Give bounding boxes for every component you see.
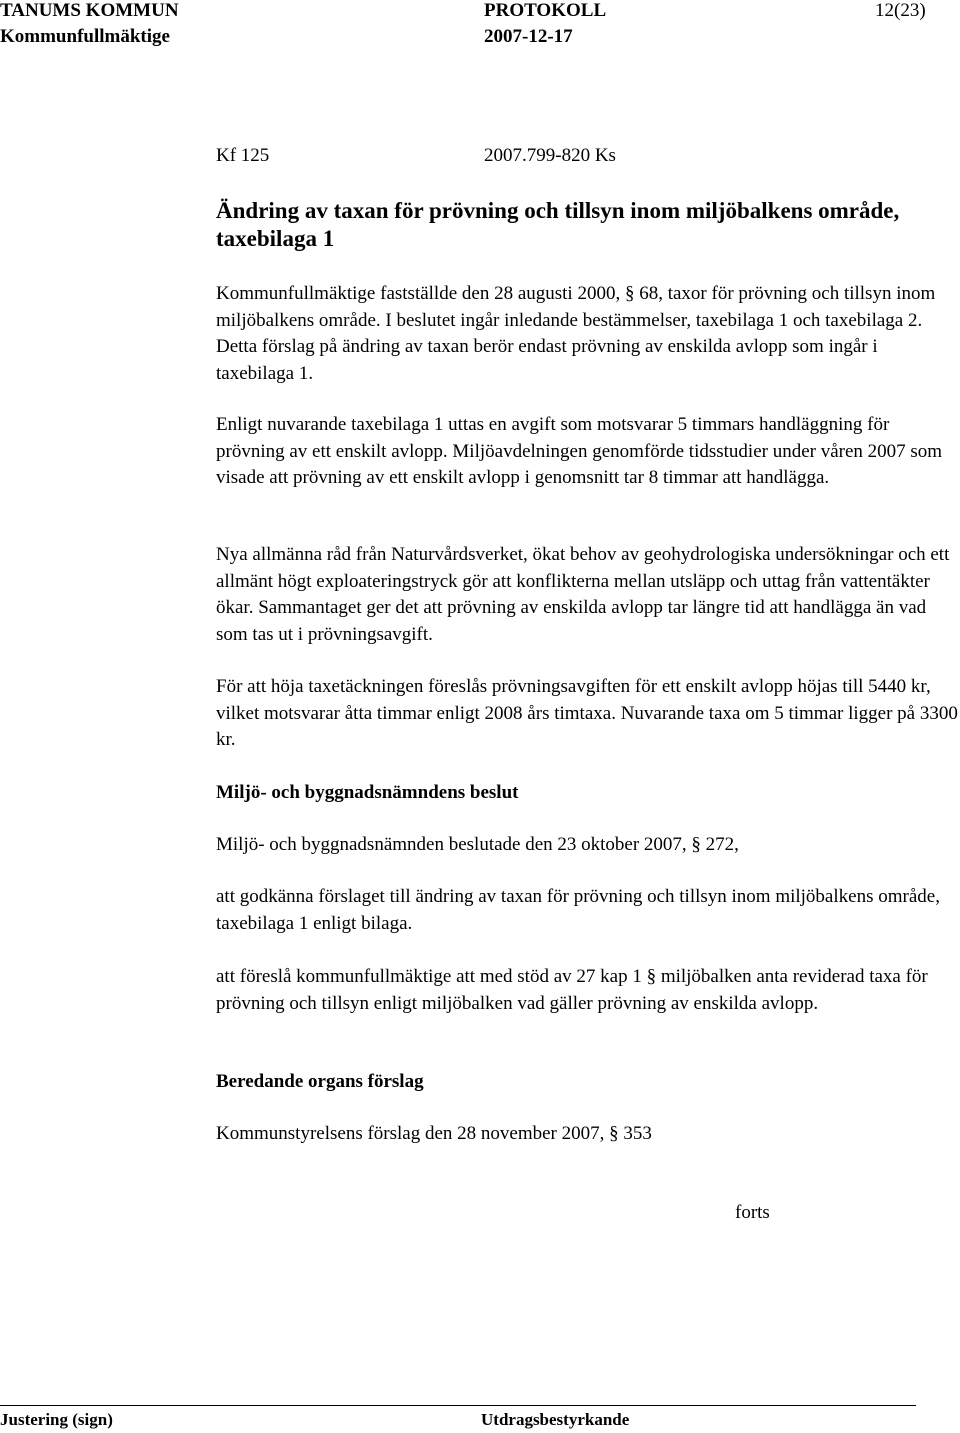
proposal-text: Kommunstyrelsens förslag den 28 november 2007, § 353 <box>216 1123 652 1144</box>
page-number: 12(23) <box>875 0 926 21</box>
meeting-body: Kommunfullmäktige <box>0 26 170 47</box>
paragraph-proposal: För att höja taxetäckningen föreslås prövningsavgiften för ett enskilt avlopp höjas till 5440 kr, vilket motsvarar åtta timmar enligt 2008 års timtaxa. Nuvarande taxa om 5 timmar ligger på 3300 kr. <box>216 676 958 750</box>
organization-name: TANUMS KOMMUN <box>0 0 179 21</box>
mbn-decision-ref: Miljö- och byggnadsnämnden beslutade den 23 oktober 2007, § 272, <box>216 834 739 855</box>
footer-certified-label: Utdragsbestyrkande <box>481 1410 630 1429</box>
mbn-att-1: att godkänna förslaget till ändring av taxan för prövning och tillsyn inom miljöbalkens område, taxebilaga 1 enligt bilaga. <box>216 886 940 934</box>
page-title: Ändring av taxan för prövning och tillsyn inom miljöbalkens område, taxebilaga 1 <box>216 198 900 251</box>
section-heading-mbn: Miljö- och byggnadsnämndens beslut <box>216 782 519 803</box>
paragraph-reasons: Nya allmänna råd från Naturvårdsverket, ökat behov av geohydrologiska undersökningar och ett allmänt högt exploateringstryck gör att konflikterna mellan utsläpp och uttag från vattentäkter ökar. Sammantaget ger det att prövning av enskilda avlopp tar längre tid att handlägga än vad som tas ut i prövningsavgift. <box>216 544 950 645</box>
footer-divider <box>0 1405 916 1406</box>
mbn-att-2: att föreslå kommunfullmäktige att med stöd av 27 kap 1 § miljöbalken anta reviderad taxa för prövning och tillsyn enligt miljöbalken vad gäller prövning av enskilda avlopp. <box>216 966 928 1014</box>
document-type: PROTOKOLL <box>484 0 607 21</box>
paragraph-background: Kommunfullmäktige fastställde den 28 augusti 2000, § 68, taxor för prövning och tillsyn inom miljöbalkens område. I beslutet ingår inledande bestämmelser, taxebilaga 1 och taxebilaga 2. Detta förslag på ändring av taxan berör endast prövning av enskilda avlopp som ingår i taxebilaga 1. <box>216 283 936 384</box>
footer-sign-label: Justering (sign) <box>0 1410 113 1429</box>
paragraph-number: Kf 125 <box>216 145 270 166</box>
meeting-date: 2007-12-17 <box>484 26 573 47</box>
case-number: 2007.799-820 Ks <box>484 145 616 166</box>
paragraph-current-fee: Enligt nuvarande taxebilaga 1 uttas en avgift som motsvarar 5 timmars handläggning för prövning av ett enskilt avlopp. Miljöavdelningen genomförde tidsstudier under våren 2007 som visade att prövning av ett enskilt avlopp i genomsnitt tar 8 timmar att handlägga. <box>216 414 943 488</box>
section-heading-proposal: Beredande organs förslag <box>216 1071 424 1092</box>
continued-marker: forts <box>735 1202 770 1223</box>
